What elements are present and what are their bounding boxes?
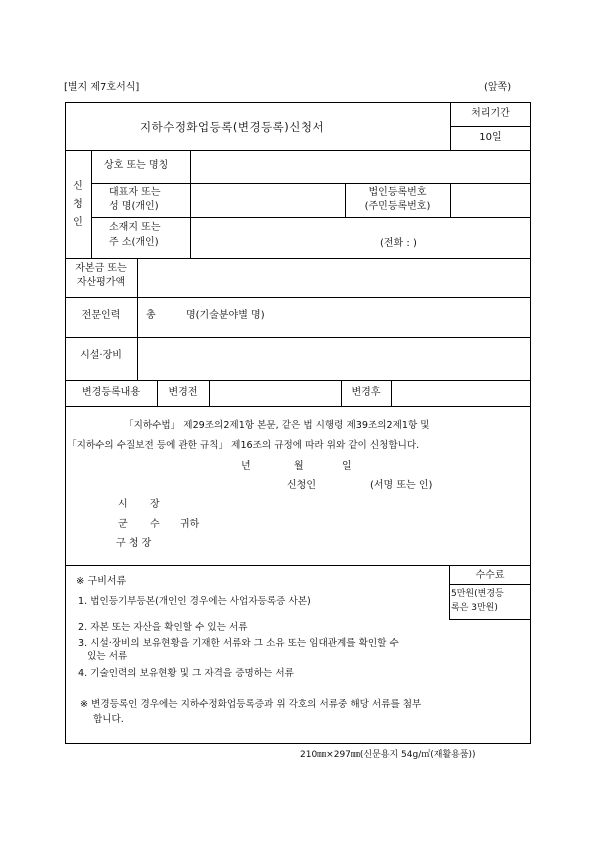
addressee-county-a: 군 — [118, 519, 128, 530]
date-day-label: 일 — [342, 461, 352, 472]
addressee-district: 구 청 장 — [116, 538, 152, 549]
representative-label-line1: 대표자 또는 — [109, 187, 161, 198]
date-month-label: 월 — [294, 461, 304, 472]
address-field[interactable] — [191, 218, 530, 257]
change-note-line2: 합니다. — [93, 714, 124, 725]
personnel-detail-label: 명(기술분야별 명) — [186, 310, 265, 321]
change-before-field[interactable] — [210, 381, 340, 405]
paper-spec-footer: 210㎜×297㎜(신문용지 54g/㎡(재활용품)) — [300, 750, 476, 760]
change-before-label: 변경전 — [168, 387, 198, 398]
document-item-2: 2. 자본 또는 자산을 확인할 수 있는 서류 — [78, 622, 248, 633]
trade-name-field[interactable] — [191, 151, 530, 183]
page-side-label: (앞쪽) — [484, 82, 512, 93]
representative-label-line2: 성 명(개인) — [109, 201, 159, 212]
processing-period-value: 10일 — [479, 132, 502, 143]
facility-label: 시설·장비 — [80, 350, 122, 361]
fee-value-line2: 록은 3만원) — [451, 603, 498, 613]
fee-value-line1: 5만원(변경등 — [451, 589, 504, 599]
change-note-line1: ※ 변경등록인 경우에는 지하수정화업등록증과 위 각호의 서류중 해당 서류를 첨부 — [80, 699, 422, 710]
address-label-line1: 소재지 또는 — [109, 222, 161, 233]
trade-name-label: 상호 또는 명칭 — [104, 160, 169, 171]
phone-label: (전화 : ) — [380, 238, 417, 249]
change-label: 변경등록내용 — [82, 387, 140, 398]
declaration-line1: 「지하수법」 제29조의2제1항 본문, 같은 법 시행령 제39조의2제1항 및 — [124, 420, 430, 431]
form-number: [별지 제7호서식] — [64, 82, 140, 93]
addressee-city-b: 장 — [150, 499, 160, 510]
document-item-1: 1. 법인등기부등본(개인인 경우에는 사업자등록증 사본) — [78, 596, 311, 607]
capital-label-line1: 자본금 또는 — [75, 263, 127, 274]
personnel-label: 전문인력 — [81, 310, 121, 321]
personnel-total-label: 총 — [146, 310, 156, 321]
documents-heading: ※ 구비서류 — [76, 576, 127, 587]
reg-number-field[interactable] — [451, 184, 530, 217]
representative-field[interactable] — [191, 184, 344, 217]
facility-field[interactable] — [138, 338, 530, 379]
capital-field[interactable] — [138, 259, 530, 296]
document-item-3: 3. 시설·장비의 보유현황을 기재한 서류와 그 소유 또는 임대관계를 확인할 수 — [78, 638, 399, 649]
signature-field[interactable] — [320, 476, 368, 494]
change-after-field[interactable] — [392, 381, 530, 405]
document-item-3-cont: 있는 서류 — [78, 651, 128, 662]
processing-period-label: 처리기간 — [471, 108, 510, 119]
date-year-label: 년 — [241, 461, 251, 472]
applicant-side-label: 신 청 인 — [73, 181, 83, 228]
applicant-sign-label: 신청인 — [287, 480, 316, 491]
change-after-label: 변경후 — [351, 387, 381, 398]
sign-or-seal-label: (서명 또는 인) — [370, 480, 433, 491]
form-title: 지하수정화업등록(변경등록)신청서 — [140, 120, 325, 134]
addressee-county-b: 수 — [150, 519, 160, 530]
addressee-honorific: 귀하 — [180, 519, 200, 530]
document-item-4: 4. 기술인력의 보유현황 및 그 자격을 증명하는 서류 — [78, 668, 294, 679]
capital-label-line2: 자산평가액 — [76, 277, 126, 288]
reg-number-label-line2: (주민등록번호) — [364, 201, 431, 212]
address-label-line2: 주 소(개인) — [109, 237, 159, 248]
declaration-line2: 「지하수의 수질보전 등에 관한 규칙」 제16조의 규정에 따라 위와 같이 신청합니다. — [67, 440, 420, 451]
reg-number-label-line1: 법인등록번호 — [368, 187, 427, 198]
addressee-city-a: 시 — [118, 499, 128, 510]
fee-label: 수수료 — [475, 570, 505, 581]
